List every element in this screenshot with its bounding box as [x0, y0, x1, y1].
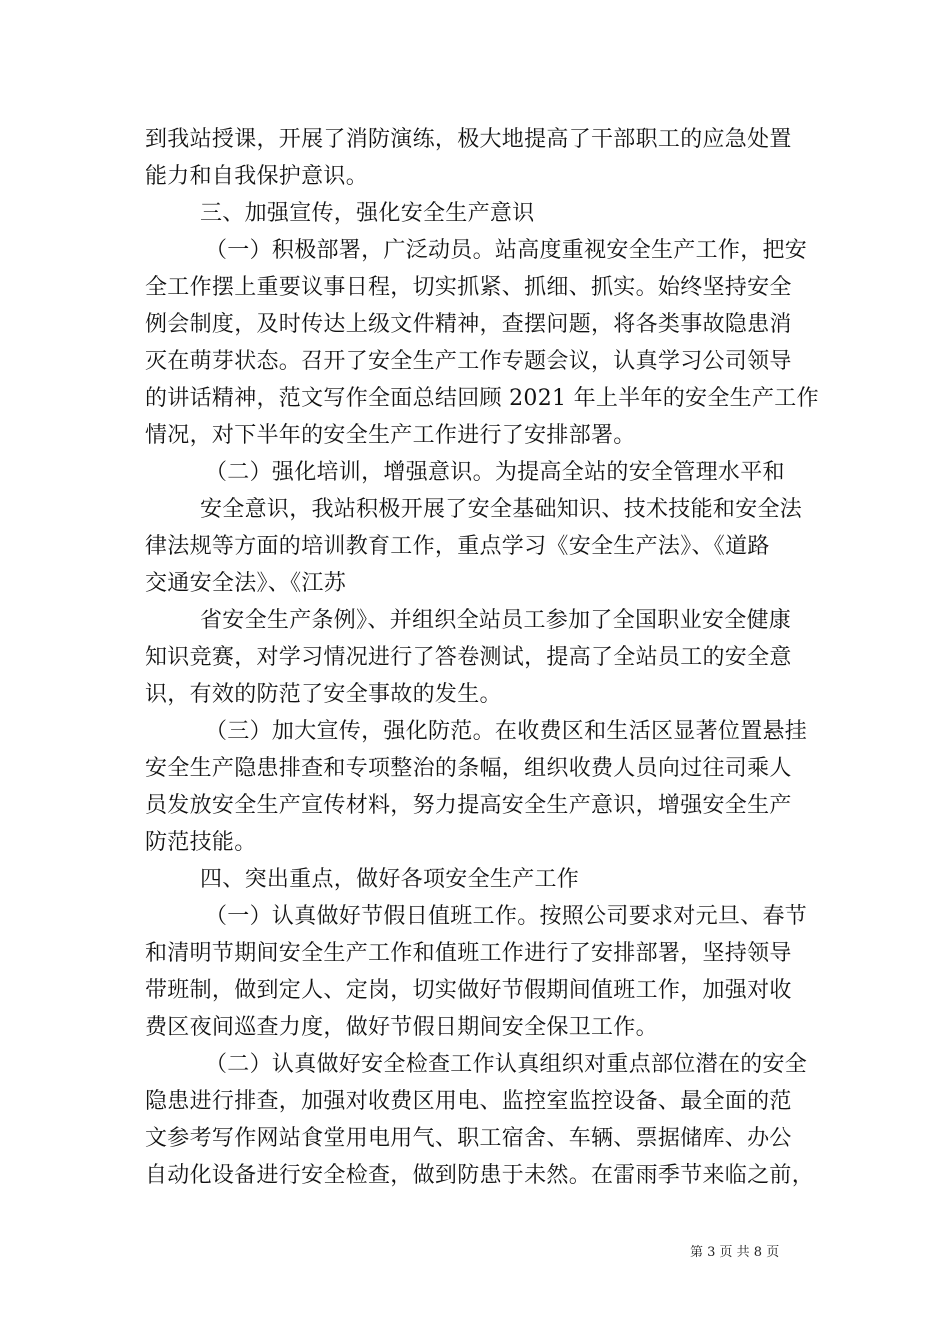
text-line: 识，有效的防范了安全事故的发生。: [145, 682, 502, 707]
text-line: 的讲话精神，范文写作全面总结回顾 2021 年上半年的安全生产工作: [145, 386, 819, 411]
text-line: 文参考写作网站食堂用电用气、职工宿舍、车辆、票据储库、办公: [145, 1126, 792, 1151]
text-line: 带班制，做到定人、定岗，切实做好节假期间值班工作，加强对收: [145, 978, 792, 1003]
text-line: （一）积极部署，广泛动员。站高度重视安全生产工作，把安: [205, 238, 808, 263]
text-line: 安全意识，我站积极开展了安全基础知识、技术技能和安全法: [200, 497, 803, 522]
text-line: （三）加大宣传，强化防范。在收费区和生活区显著位置悬挂: [205, 719, 808, 744]
text-line: 全工作摆上重要议事日程，切实抓紧、抓细、抓实。始终坚持安全: [145, 275, 792, 300]
text-line: （二）认真做好安全检查工作认真组织对重点部位潜在的安全: [205, 1052, 808, 1077]
text-line: 隐患进行排查，加强对收费区用电、监控室监控设备、最全面的范: [145, 1089, 792, 1114]
text-line: 自动化设备进行安全检查，做到防患于未然。在雷雨季节来临之前，: [145, 1163, 815, 1188]
section-heading: 四、突出重点，做好各项安全生产工作: [200, 867, 580, 892]
text-line: 交通安全法》、《江苏: [145, 571, 347, 596]
text-line: （二）强化培训，增强意识。为提高全站的安全管理水平和: [205, 460, 785, 485]
text-line: 防范技能。: [145, 830, 257, 855]
text-line: 知识竞赛，对学习情况进行了答卷测试，提高了全站员工的安全意: [145, 645, 792, 670]
text-line: 省安全生产条例》、并组织全站员工参加了全国职业安全健康: [200, 608, 792, 633]
text-line: 和清明节期间安全生产工作和值班工作进行了安排部署，坚持领导: [145, 941, 792, 966]
text-line: 安全生产隐患排查和专项整治的条幅，组织收费人员向过往司乘人: [145, 756, 792, 781]
text-line: 员发放安全生产宣传材料，努力提高安全生产意识，增强安全生产: [145, 793, 792, 818]
text-line: （一）认真做好节假日值班工作。按照公司要求对元旦、春节: [205, 904, 808, 929]
text-line: 能力和自我保护意识。: [145, 164, 369, 189]
text-line: 例会制度，及时传达上级文件精神，查摆问题，将各类事故隐患消: [145, 312, 792, 337]
text-line: 情况，对下半年的安全生产工作进行了安排部署。: [145, 423, 636, 448]
text-line: 律法规等方面的培训教育工作，重点学习《安全生产法》、《道路: [145, 534, 770, 559]
section-heading: 三、加强宣传，强化安全生产意识: [200, 201, 535, 226]
text-line: 灭在萌芽状态。召开了安全生产工作专题会议，认真学习公司领导: [145, 349, 792, 374]
page-number: 第 3 页 共 8 页: [690, 1245, 780, 1260]
text-line: 费区夜间巡查力度，做好节假日期间安全保卫工作。: [145, 1015, 658, 1040]
text-line: 到我站授课，开展了消防演练，极大地提高了干部职工的应急处置: [145, 127, 792, 152]
